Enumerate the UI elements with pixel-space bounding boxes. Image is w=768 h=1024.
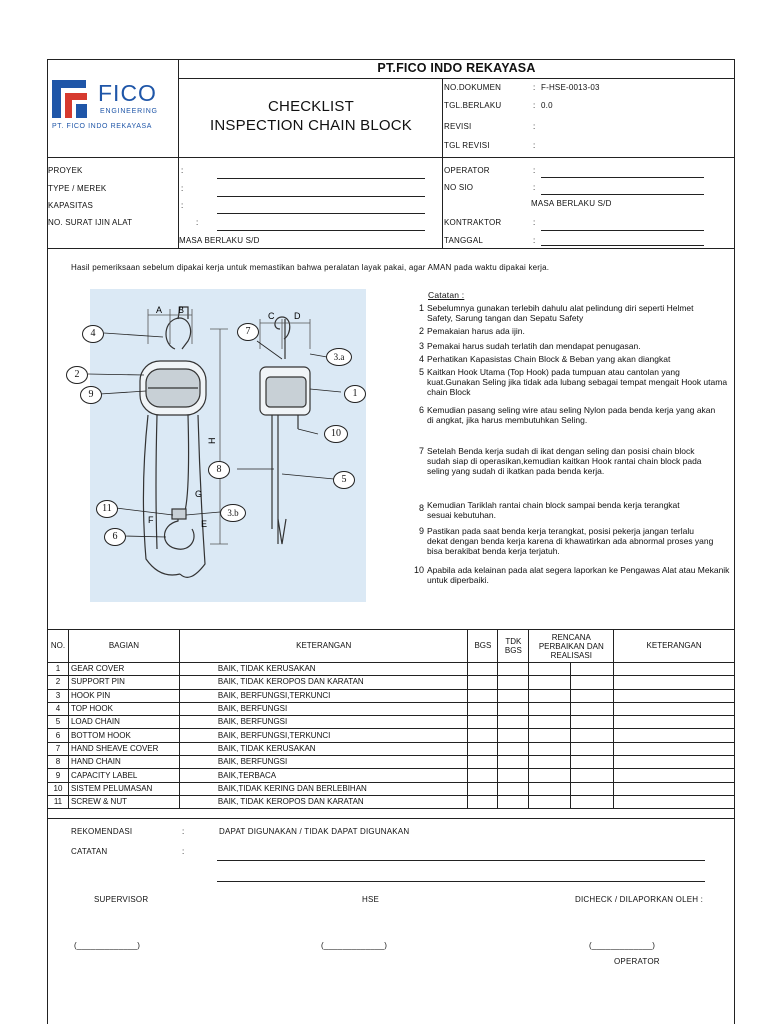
note-text: Pemakaian harus ada ijin.: [427, 326, 525, 336]
fico-logo-mark: [52, 80, 92, 118]
row-tdk-bgs-check[interactable]: [498, 795, 529, 808]
row-keterangan-2[interactable]: [614, 689, 735, 702]
row-bagian: SISTEM PELUMASAN: [68, 782, 179, 795]
row-rencana[interactable]: [529, 769, 571, 782]
row-bgs-check[interactable]: [468, 795, 498, 808]
label-kapasitas: KAPASITAS: [48, 201, 94, 210]
row-no: 10: [48, 782, 69, 795]
callout-3a: 3.a: [326, 348, 352, 366]
row-no: 8: [48, 756, 69, 769]
row-keterangan-2[interactable]: [614, 729, 735, 742]
meta-label: TGL REVISI: [444, 141, 490, 150]
row-tdk-bgs-check[interactable]: [498, 689, 529, 702]
table-row: [48, 729, 735, 742]
note-text: Apabila ada kelainan pada alat segera laporkan ke Pengawas Alat atau Mekanik untuk diperbaiki.: [427, 565, 730, 585]
row-keterangan: BAIK, TIDAK KEROPOS DAN KARATAN: [179, 676, 468, 689]
header-keterangan-2: KETERANGAN: [614, 630, 735, 663]
row-tdk-bgs-check[interactable]: [498, 729, 529, 742]
callout-8: 8: [208, 461, 230, 479]
row-rencana[interactable]: [529, 716, 571, 729]
row-keterangan-2[interactable]: [614, 742, 735, 755]
row-keterangan-2[interactable]: [614, 756, 735, 769]
intro-text: Hasil pemeriksaan sebelum dipakai kerja untuk memastikan bahwa peralatan layak pakai, agar AMAN pada waktu dipakai kerja.: [71, 263, 550, 272]
row-keterangan: BAIK, TIDAK KERUSAKAN: [179, 742, 468, 755]
row-keterangan-2[interactable]: [614, 676, 735, 689]
table-row: [48, 756, 735, 769]
row-bagian: SUPPORT PIN: [68, 676, 179, 689]
note-text: Pemakai harus sudah terlatih dan mendapat penugasan.: [427, 341, 641, 351]
row-rencana[interactable]: [529, 663, 571, 676]
row-no: 5: [48, 716, 69, 729]
row-realisasi[interactable]: [571, 742, 614, 755]
row-rencana[interactable]: [529, 782, 571, 795]
row-keterangan: BAIK, BERFUNGSI: [179, 716, 468, 729]
no-surat-field[interactable]: [217, 230, 425, 231]
row-bagian: SCREW & NUT: [68, 795, 179, 808]
kapasitas-field[interactable]: [217, 213, 425, 214]
row-no: 3: [48, 689, 69, 702]
row-bgs-check[interactable]: [468, 769, 498, 782]
callout-1: 1: [344, 385, 366, 403]
note-text: Perhatikan Kapasistas Chain Block & Beban yang akan diangkat: [427, 354, 671, 364]
row-keterangan: BAIK, BERFUNGSI,TERKUNCI: [179, 689, 468, 702]
note-number: 7: [419, 446, 425, 456]
row-rencana[interactable]: [529, 676, 571, 689]
table-row: [48, 795, 735, 808]
row-keterangan-2[interactable]: [614, 795, 735, 808]
rekomendasi-options[interactable]: DAPAT DIGUNAKAN / TIDAK DAPAT DIGUNAKAN: [219, 827, 410, 836]
logo-text: FICO: [98, 80, 157, 106]
label-tanggal: TANGGAL: [444, 236, 484, 245]
row-bgs-check[interactable]: [468, 729, 498, 742]
row-no: 2: [48, 676, 69, 689]
row-bagian: GEAR COVER: [68, 663, 179, 676]
row-bagian: CAPACITY LABEL: [68, 769, 179, 782]
label-operator: OPERATOR: [444, 166, 490, 175]
notes-heading: Catatan :: [428, 290, 465, 300]
header-bgs: BGS: [468, 630, 498, 663]
row-no: 9: [48, 769, 69, 782]
row-bgs-check[interactable]: [468, 676, 498, 689]
callout-7: 7: [237, 323, 259, 341]
row-no: 1: [48, 663, 69, 676]
proyek-field[interactable]: [217, 178, 425, 179]
header-no: NO.: [48, 630, 69, 663]
row-realisasi[interactable]: [571, 716, 614, 729]
catatan-line-2[interactable]: [217, 881, 705, 882]
row-no: 6: [48, 729, 69, 742]
callout-9: 9: [80, 386, 102, 404]
callout-4: 4: [82, 325, 104, 343]
meta-value: 0.0: [541, 101, 553, 110]
catatan-line-1[interactable]: [217, 860, 705, 861]
row-bgs-check[interactable]: [468, 742, 498, 755]
row-realisasi[interactable]: [571, 729, 614, 742]
table-row: [48, 663, 735, 676]
row-bgs-check[interactable]: [468, 663, 498, 676]
meta-label: REVISI: [444, 122, 472, 131]
row-tdk-bgs-check[interactable]: [498, 742, 529, 755]
row-keterangan-2[interactable]: [614, 782, 735, 795]
note-text: Kemudian Tariklah rantai chain block sampai benda kerja terangkat sesuai kebutuhan.: [427, 500, 680, 520]
doc-title-line1: CHECKLIST: [268, 98, 354, 115]
row-bgs-check[interactable]: [468, 782, 498, 795]
label-rekomendasi: REKOMENDASI: [71, 827, 133, 836]
note-number: 3: [419, 341, 425, 351]
table-row: [48, 742, 735, 755]
row-keterangan: BAIK, BERFUNGSI: [179, 702, 468, 715]
note-number: 4: [419, 354, 425, 364]
operator-field[interactable]: [541, 177, 704, 178]
row-keterangan: BAIK, TIDAK KERUSAKAN: [179, 663, 468, 676]
row-keterangan-2[interactable]: [614, 702, 735, 715]
dimension-e: E: [201, 519, 208, 529]
row-bagian: TOP HOOK: [68, 702, 179, 715]
row-bgs-check[interactable]: [468, 689, 498, 702]
note-text: Sebelumnya gunakan terlebih dahulu alat pelindung diri seperti Helmet Safety, Sarung tangan dan Sepatu Safety: [427, 303, 694, 323]
row-keterangan: BAIK, BERFUNGSI,TERKUNCI: [179, 729, 468, 742]
label-hse: HSE: [362, 895, 380, 904]
row-keterangan-2[interactable]: [614, 769, 735, 782]
table-row: [48, 702, 735, 715]
dimension-d: D: [294, 311, 301, 321]
callout-11: 11: [96, 500, 118, 518]
row-keterangan: BAIK, BERFUNGSI: [179, 756, 468, 769]
type-merek-field[interactable]: [217, 196, 425, 197]
label-masa-berlaku-right: MASA BERLAKU S/D: [531, 199, 612, 208]
label-type-merek: TYPE / MEREK: [48, 184, 107, 193]
note-number: 8: [419, 503, 425, 513]
table-row: [48, 782, 735, 795]
signature-hse[interactable]: (_____________): [321, 941, 388, 950]
row-rencana[interactable]: [529, 795, 571, 808]
company-title: PT.FICO INDO REKAYASA: [377, 61, 536, 75]
row-bagian: LOAD CHAIN: [68, 716, 179, 729]
dimension-f: F: [148, 515, 154, 525]
row-bagian: BOTTOM HOOK: [68, 729, 179, 742]
label-dicheck: DICHECK / DILAPORKAN OLEH :: [575, 895, 704, 904]
dimension-g: G: [195, 489, 203, 499]
note-text: Kaitkan Hook Utama (Top Hook) pada tumpuan atau cantolan yang kuat.Gunakan Seling jika tidak ada lubang sebagai tempat mengait Hook utama chain Block: [427, 367, 728, 397]
label-kontraktor: KONTRAKTOR: [444, 218, 502, 227]
row-rencana[interactable]: [529, 729, 571, 742]
label-catatan: CATATAN: [71, 847, 108, 856]
row-keterangan-2[interactable]: [614, 716, 735, 729]
row-keterangan: BAIK,TERBACA: [179, 769, 468, 782]
label-proyek: PROYEK: [48, 166, 83, 175]
label-no-sio: NO SIO: [444, 183, 474, 192]
dimension-c: C: [268, 311, 275, 321]
row-keterangan: BAIK,TIDAK KERING DAN BERLEBIHAN: [179, 782, 468, 795]
row-realisasi[interactable]: [571, 769, 614, 782]
row-realisasi[interactable]: [571, 689, 614, 702]
table-row: [48, 769, 735, 782]
label-masa-berlaku-left: MASA BERLAKU S/D: [179, 236, 260, 245]
row-realisasi[interactable]: [571, 676, 614, 689]
doc-title-line2: INSPECTION CHAIN BLOCK: [210, 117, 412, 134]
meta-value: F-HSE-0013-03: [541, 83, 600, 92]
logo-tagline: PT. FICO INDO REKAYASA: [52, 123, 153, 130]
row-rencana[interactable]: [529, 689, 571, 702]
row-tdk-bgs-check[interactable]: [498, 716, 529, 729]
row-realisasi[interactable]: [571, 756, 614, 769]
row-bgs-check[interactable]: [468, 756, 498, 769]
label-operator-sign: OPERATOR: [614, 957, 660, 966]
note-number: 9: [419, 526, 425, 536]
chain-block-illustration: [60, 289, 380, 602]
row-realisasi[interactable]: [571, 782, 614, 795]
note-number: 2: [419, 326, 425, 336]
row-keterangan: BAIK, TIDAK KEROPOS DAN KARATAN: [179, 795, 468, 808]
dimension-h: H: [207, 437, 217, 444]
company-logo: [52, 80, 176, 140]
note-number: 1: [419, 303, 425, 313]
note-number: 5: [419, 367, 425, 377]
callout-10: 10: [324, 425, 348, 443]
row-bagian: HAND CHAIN: [68, 756, 179, 769]
row-tdk-bgs-check[interactable]: [498, 702, 529, 715]
checklist-table: [47, 629, 735, 809]
row-bgs-check[interactable]: [468, 702, 498, 715]
note-number: 6: [419, 405, 425, 415]
tanggal-field[interactable]: [541, 245, 704, 246]
meta-label: TGL.BERLAKU: [444, 101, 502, 110]
row-tdk-bgs-check[interactable]: [498, 782, 529, 795]
row-tdk-bgs-check[interactable]: [498, 769, 529, 782]
label-supervisor: SUPERVISOR: [94, 895, 149, 904]
row-bagian: HOOK PIN: [68, 689, 179, 702]
header-bagian: BAGIAN: [68, 630, 179, 663]
meta-label: NO.DOKUMEN: [444, 83, 502, 92]
row-no: 7: [48, 742, 69, 755]
callout-5: 5: [333, 471, 355, 489]
note-number: 10: [414, 565, 425, 575]
callout-6: 6: [104, 528, 126, 546]
logo-subtitle: ENGINEERING: [100, 108, 158, 115]
row-realisasi[interactable]: [571, 702, 614, 715]
callout-2: 2: [66, 366, 88, 384]
row-realisasi[interactable]: [571, 663, 614, 676]
row-rencana[interactable]: [529, 702, 571, 715]
row-realisasi[interactable]: [571, 795, 614, 808]
callout-3b: 3.b: [220, 504, 246, 522]
table-row: [48, 689, 735, 702]
row-rencana[interactable]: [529, 742, 571, 755]
dimension-a: A: [156, 305, 163, 315]
row-bgs-check[interactable]: [468, 716, 498, 729]
no-sio-field[interactable]: [541, 194, 704, 195]
note-text: Pastikan pada saat benda kerja terangkat, posisi pekerja jangan terlalu dekat dengan benda kerja karena di khawatirkan ada abnormal proses yang bisa berakibat benda kerja terjatuh.: [427, 526, 714, 556]
row-rencana[interactable]: [529, 756, 571, 769]
dimension-b: B: [178, 305, 185, 315]
header-tdk-bgs: TDK BGS: [498, 630, 529, 663]
row-bagian: HAND SHEAVE COVER: [68, 742, 179, 755]
header-keterangan: KETERANGAN: [179, 630, 468, 663]
row-no: 4: [48, 702, 69, 715]
row-no: 11: [48, 795, 69, 808]
row-tdk-bgs-check[interactable]: [498, 663, 529, 676]
note-text: Kemudian pasang seling wire atau seling Nylon pada benda kerja yang akan di angkat, jika harus membutuhkan Seling.: [427, 405, 716, 425]
table-row: [48, 716, 735, 729]
note-text: Setelah Benda kerja sudah di ikat dengan seling dan posisi chain block sudah siap di operasikan,kemudian kaitkan Hook rantai chain block pada seling yang sudah di ikatkan pada benda kerja.: [427, 446, 702, 476]
row-tdk-bgs-check[interactable]: [498, 676, 529, 689]
table-row: [48, 676, 735, 689]
kontraktor-field[interactable]: [541, 230, 704, 231]
header-rencana: RENCANA PERBAIKAN DAN REALISASI: [529, 630, 614, 663]
signature-operator[interactable]: (_____________): [589, 941, 656, 950]
signature-supervisor[interactable]: (_____________): [74, 941, 141, 950]
row-tdk-bgs-check[interactable]: [498, 756, 529, 769]
row-keterangan-2[interactable]: [614, 663, 735, 676]
label-no-surat: NO. SURAT IJIN ALAT: [48, 218, 133, 227]
